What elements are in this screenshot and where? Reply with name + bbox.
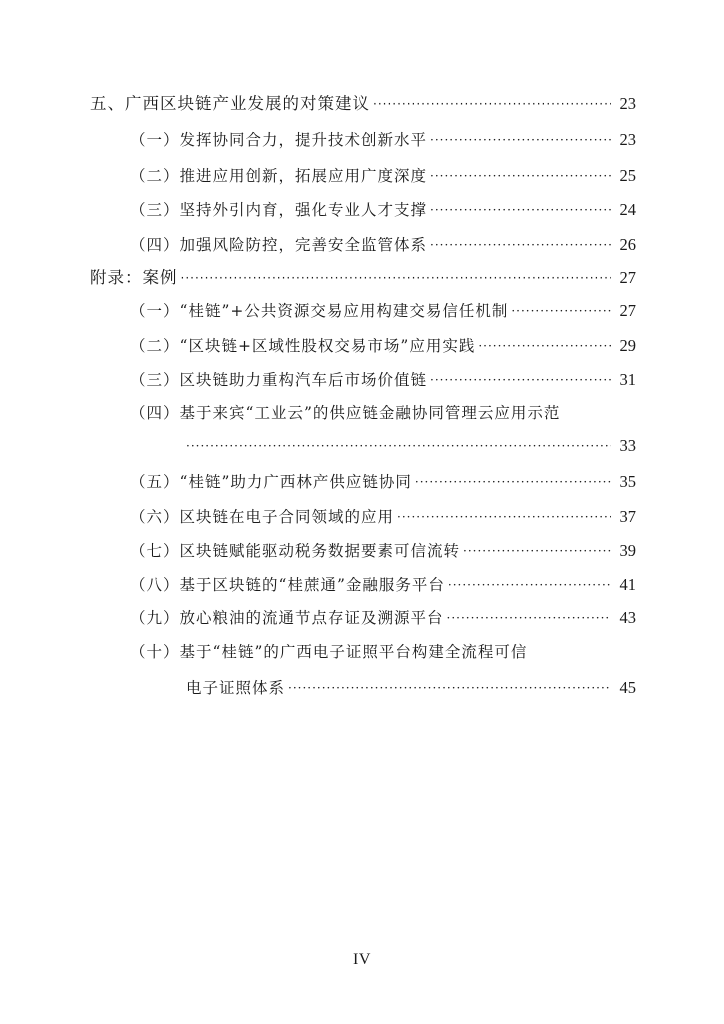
toc-number: （四） — [130, 236, 180, 254]
toc-page: 41 — [619, 575, 636, 594]
toc-entry-appendix-4-continuation[interactable] — [186, 434, 636, 459]
dot-leader — [181, 266, 612, 290]
toc-page: 26 — [619, 235, 636, 254]
toc-entry-appendix-3[interactable] — [130, 368, 636, 393]
toc-title: “区块链+区域性股权交易市场”应用实践 — [179, 337, 476, 355]
toc-page: 25 — [619, 166, 636, 185]
toc-number: （八） — [130, 576, 180, 594]
toc-entry-5-3[interactable] — [130, 198, 636, 223]
toc-number: 五、 — [90, 94, 125, 113]
toc-title: 区块链赋能驱动税务数据要素可信流转 — [179, 542, 461, 560]
toc-entry-appendix[interactable] — [90, 266, 636, 291]
toc-entry-appendix-7[interactable] — [130, 539, 636, 564]
toc-title: 区块链助力重构汽车后市场价值链 — [179, 371, 428, 389]
toc-page: 31 — [619, 370, 636, 389]
toc-title-continuation: 电子证照体系 — [186, 679, 286, 697]
toc-page: 35 — [619, 472, 636, 491]
toc-entry-5[interactable] — [90, 92, 636, 117]
dot-leader — [463, 539, 611, 563]
toc-title: 推进应用创新，拓展应用广度深度 — [179, 167, 428, 185]
dot-leader — [430, 198, 611, 222]
toc-entry-appendix-2[interactable] — [130, 334, 636, 359]
dot-leader — [447, 606, 611, 630]
toc-title: 发挥协同合力，提升技术创新水平 — [179, 131, 428, 149]
toc-title: “桂链”助力广西林产供应链协同 — [179, 473, 412, 491]
toc-title: 区块链在电子合同领域的应用 — [179, 508, 395, 526]
toc-entry-5-4[interactable] — [130, 233, 636, 258]
toc-page: 43 — [619, 608, 636, 627]
toc-number: （三） — [130, 371, 180, 389]
toc-page: 45 — [619, 678, 636, 697]
dot-leader — [430, 368, 611, 392]
toc-page: 33 — [619, 436, 636, 455]
toc-title: “桂链”+公共资源交易应用构建交易信任机制 — [179, 302, 509, 320]
toc-number: （一） — [130, 302, 180, 320]
dot-leader — [397, 505, 611, 529]
toc-title: 广西区块链产业发展的对策建议 — [125, 94, 370, 113]
toc-title: 放心粮油的流通节点存证及溯源平台 — [179, 609, 444, 627]
toc-entry-appendix-6[interactable] — [130, 505, 636, 530]
toc-title: 基于来宾“工业云”的供应链金融协同管理云应用示范 — [179, 404, 561, 422]
toc-entry-5-2[interactable] — [130, 164, 636, 189]
toc-number: （七） — [130, 542, 180, 560]
toc-entry-5-1[interactable] — [130, 128, 636, 153]
toc-entry-appendix-9[interactable] — [130, 606, 636, 631]
toc-entry-appendix-5[interactable] — [130, 470, 636, 495]
toc-page: 29 — [619, 336, 636, 355]
page-number-footer: IV — [353, 951, 371, 968]
toc-page: 27 — [619, 301, 636, 320]
toc-page: 39 — [619, 541, 636, 560]
dot-leader — [478, 334, 611, 358]
toc-page: 27 — [619, 268, 636, 287]
toc-page: 23 — [619, 130, 636, 149]
toc-number: （二） — [130, 167, 180, 185]
dot-leader — [430, 233, 611, 257]
toc-page: 23 — [619, 94, 636, 113]
dot-leader — [373, 92, 611, 116]
toc-number: （四） — [130, 404, 180, 422]
toc-title: 基于区块链的“桂蔗通”金融服务平台 — [179, 576, 445, 594]
toc-number: （二） — [130, 337, 180, 355]
dot-leader — [415, 470, 611, 494]
dot-leader — [430, 164, 611, 188]
toc-number: （一） — [130, 131, 180, 149]
dot-leader — [448, 573, 611, 597]
toc-entry-appendix-10-continuation[interactable] — [186, 676, 636, 701]
toc-number: （五） — [130, 473, 180, 491]
dot-leader — [511, 299, 611, 323]
toc-page: 37 — [619, 507, 636, 526]
dot-leader — [430, 128, 611, 152]
toc-number: （三） — [130, 201, 180, 219]
toc-entry-appendix-1[interactable] — [130, 299, 636, 324]
toc-number: （十） — [130, 643, 180, 661]
toc-number: （九） — [130, 609, 180, 627]
dot-leader — [186, 434, 611, 458]
toc-entry-appendix-4[interactable] — [130, 401, 636, 425]
toc-entry-appendix-10[interactable] — [130, 640, 636, 664]
toc-title: 加强风险防控，完善安全监管体系 — [179, 236, 428, 254]
toc-number: （六） — [130, 508, 180, 526]
toc-title: 基于“桂链”的广西电子证照平台构建全流程可信 — [179, 643, 528, 661]
toc-page: 24 — [619, 200, 636, 219]
toc-title: 坚持外引内育，强化专业人才支撑 — [179, 201, 428, 219]
dot-leader — [288, 676, 611, 700]
toc-title: 附录：案例 — [90, 268, 178, 287]
toc-entry-appendix-8[interactable] — [130, 573, 636, 598]
